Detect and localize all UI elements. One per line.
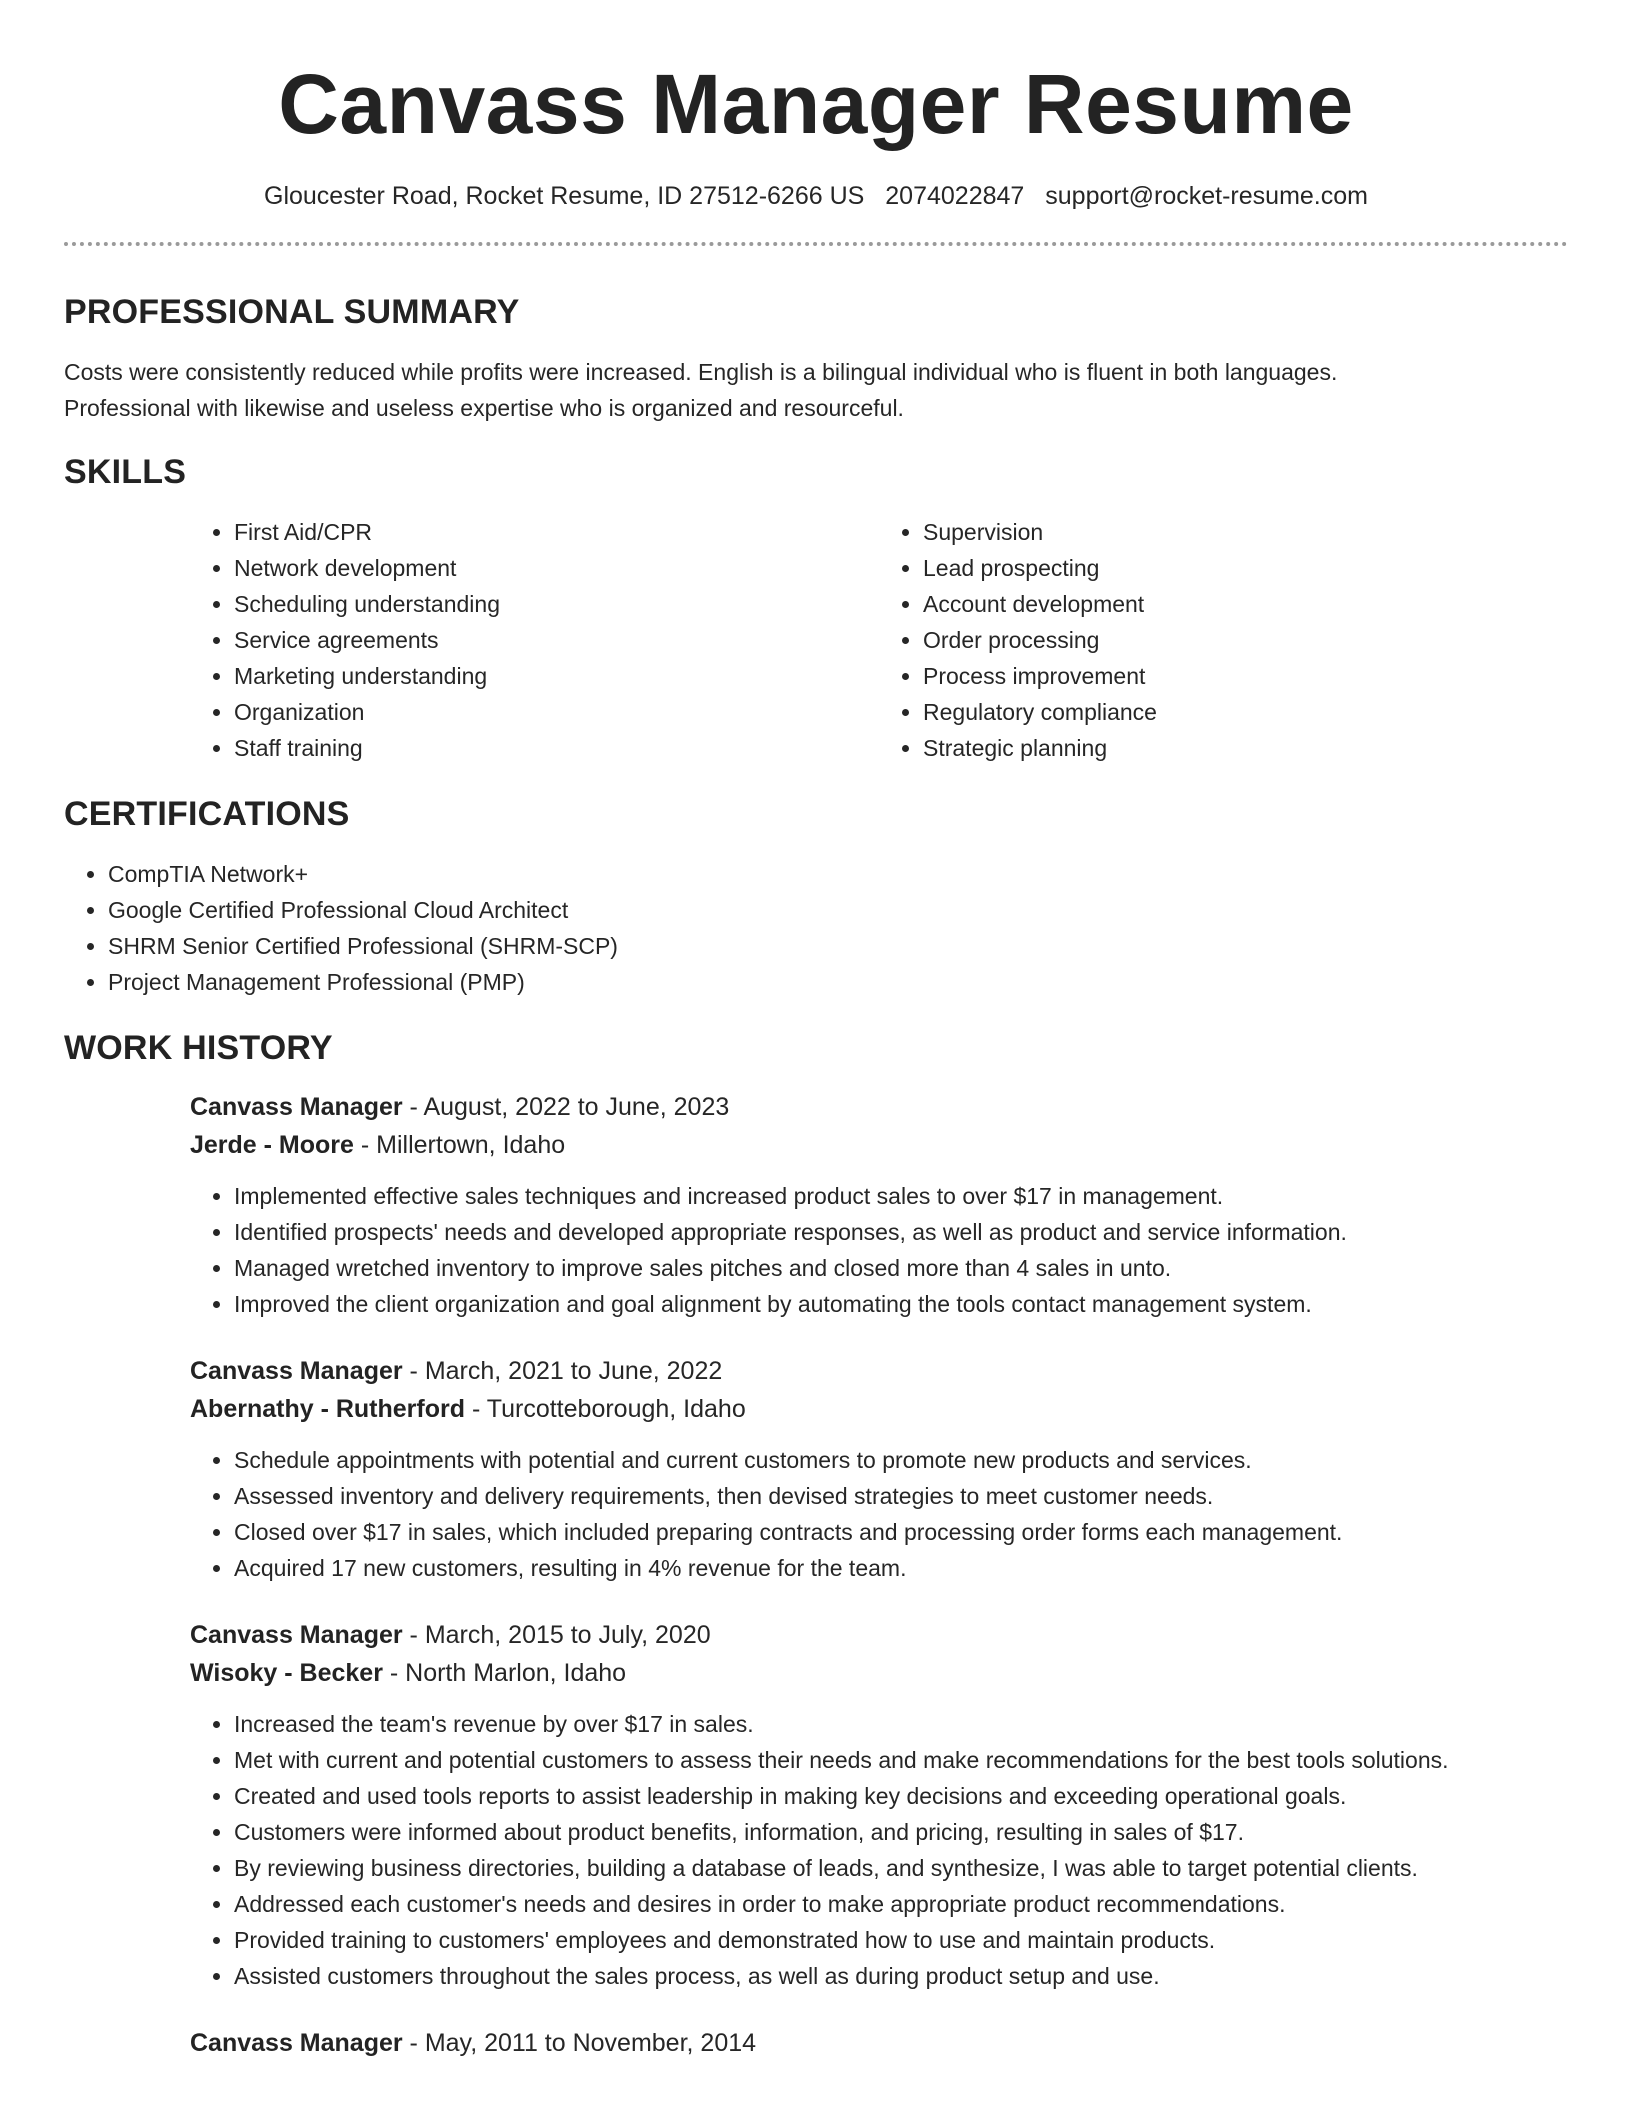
job-company-line bbox=[190, 1126, 1568, 1164]
job-entry bbox=[190, 2024, 1568, 2062]
job-bullets bbox=[190, 1178, 1568, 1322]
job-bullet: • Provided training to customers' employees and demonstrated how to use and maintain products. bbox=[234, 1922, 1568, 1958]
skill-item: • Marketing understanding bbox=[234, 658, 879, 694]
work-history-heading: WORK HISTORY bbox=[64, 1029, 333, 1067]
resume-page bbox=[64, 0, 1568, 2062]
skill-item: • First Aid/CPR bbox=[234, 514, 879, 550]
skill-item: • Regulatory compliance bbox=[923, 694, 1568, 730]
resume-title: Canvass Manager Resume bbox=[278, 57, 1354, 151]
skill-item: • Process improvement bbox=[923, 658, 1568, 694]
job-bullet: • Improved the client organization and goal alignment by automating the tools contact management system. bbox=[234, 1286, 1568, 1322]
job-location: - Turcotteborough, Idaho bbox=[465, 1395, 746, 1423]
job-title: Canvass Manager bbox=[190, 1357, 403, 1385]
skills-column-right bbox=[879, 514, 1568, 766]
contact-line bbox=[64, 180, 1568, 212]
skill-item: • Account development bbox=[923, 586, 1568, 622]
skill-item: • Network development bbox=[234, 550, 879, 586]
job-bullets bbox=[190, 1442, 1568, 1586]
job-company: Wisoky - Becker bbox=[190, 1659, 383, 1687]
job-bullet: • Met with current and potential customers to assess their needs and make recommendations for the best tools solutions. bbox=[234, 1742, 1568, 1778]
job-company: Jerde - Moore bbox=[190, 1131, 354, 1159]
job-dates: - May, 2011 to November, 2014 bbox=[402, 2029, 757, 2057]
contact-email: support@rocket-resume.com bbox=[1045, 182, 1368, 210]
skills-heading: SKILLS bbox=[64, 453, 187, 491]
certification-item: • CompTIA Network+ bbox=[108, 856, 1568, 892]
certifications-heading: CERTIFICATIONS bbox=[64, 795, 350, 833]
job-bullet: • Managed wretched inventory to improve sales pitches and closed more than 4 sales in unto. bbox=[234, 1250, 1568, 1286]
job-entry bbox=[190, 1088, 1568, 1322]
job-location: - Millertown, Idaho bbox=[353, 1131, 566, 1159]
job-bullet: • Schedule appointments with potential and current customers to promote new products and services. bbox=[234, 1442, 1568, 1478]
job-location: - North Marlon, Idaho bbox=[382, 1659, 627, 1687]
skill-item: • Order processing bbox=[923, 622, 1568, 658]
job-company-line bbox=[190, 1654, 1568, 1692]
certifications-list bbox=[64, 856, 1568, 1000]
job-bullet: • Implemented effective sales techniques and increased product sales to over $17 in management. bbox=[234, 1178, 1568, 1214]
job-bullet: • Closed over $17 in sales, which included preparing contracts and processing order forms each management. bbox=[234, 1514, 1568, 1550]
job-bullet: • Assessed inventory and delivery requirements, then devised strategies to meet customer needs. bbox=[234, 1478, 1568, 1514]
skill-item: • Strategic planning bbox=[923, 730, 1568, 766]
job-bullet: • Acquired 17 new customers, resulting in 4% revenue for the team. bbox=[234, 1550, 1568, 1586]
job-entry bbox=[190, 1616, 1568, 1994]
job-title-line bbox=[190, 1616, 1568, 1654]
job-bullet: • Created and used tools reports to assist leadership in making key decisions and exceeding operational goals. bbox=[234, 1778, 1568, 1814]
skill-item: • Lead prospecting bbox=[923, 550, 1568, 586]
job-company: Abernathy - Rutherford bbox=[190, 1395, 465, 1423]
job-company-line bbox=[190, 1390, 1568, 1428]
skill-item: • Supervision bbox=[923, 514, 1568, 550]
certification-item: • Project Management Professional (PMP) bbox=[108, 964, 1568, 1000]
job-title: Canvass Manager bbox=[190, 2029, 403, 2057]
skills-list bbox=[190, 514, 1568, 766]
job-bullet: • Customers were informed about product benefits, information, and pricing, resulting in sales of $17. bbox=[234, 1814, 1568, 1850]
job-title-line bbox=[190, 1352, 1568, 1390]
job-entry bbox=[190, 1352, 1568, 1586]
job-title-line bbox=[190, 2024, 1568, 2062]
certification-item: • Google Certified Professional Cloud Architect bbox=[108, 892, 1568, 928]
job-dates: - March, 2021 to June, 2022 bbox=[402, 1357, 723, 1385]
header-divider bbox=[64, 242, 1568, 246]
job-bullet: • By reviewing business directories, building a database of leads, and synthesize, I was able to target potential clients. bbox=[234, 1850, 1568, 1886]
certification-item: • SHRM Senior Certified Professional (SHRM-SCP) bbox=[108, 928, 1568, 964]
job-title: Canvass Manager bbox=[190, 1093, 403, 1121]
skill-item: • Staff training bbox=[234, 730, 879, 766]
job-bullet: • Assisted customers throughout the sales process, as well as during product setup and use. bbox=[234, 1958, 1568, 1994]
skill-item: • Scheduling understanding bbox=[234, 586, 879, 622]
summary-text: Costs were consistently reduced while profits were increased. English is a bilingual individual who is fluent in both languages. Professional with likewise and useless expertise who is organized and resourceful. bbox=[64, 359, 1338, 421]
job-bullet: • Addressed each customer's needs and desires in order to make appropriate product recommendations. bbox=[234, 1886, 1568, 1922]
contact-phone: 2074022847 bbox=[885, 182, 1025, 210]
job-dates: - August, 2022 to June, 2023 bbox=[402, 1093, 730, 1121]
job-bullet: • Identified prospects' needs and developed appropriate responses, as well as product and service information. bbox=[234, 1214, 1568, 1250]
job-bullets bbox=[190, 1706, 1568, 1994]
job-title-line bbox=[190, 1088, 1568, 1126]
contact-address: Gloucester Road, Rocket Resume, ID 27512-6266 US bbox=[264, 182, 865, 210]
summary-heading: PROFESSIONAL SUMMARY bbox=[64, 293, 520, 331]
job-dates: - March, 2015 to July, 2020 bbox=[402, 1621, 711, 1649]
skill-item: • Service agreements bbox=[234, 622, 879, 658]
job-bullet: • Increased the team's revenue by over $17 in sales. bbox=[234, 1706, 1568, 1742]
skill-item: • Organization bbox=[234, 694, 879, 730]
skills-column-left bbox=[190, 514, 879, 766]
job-title: Canvass Manager bbox=[190, 1621, 403, 1649]
